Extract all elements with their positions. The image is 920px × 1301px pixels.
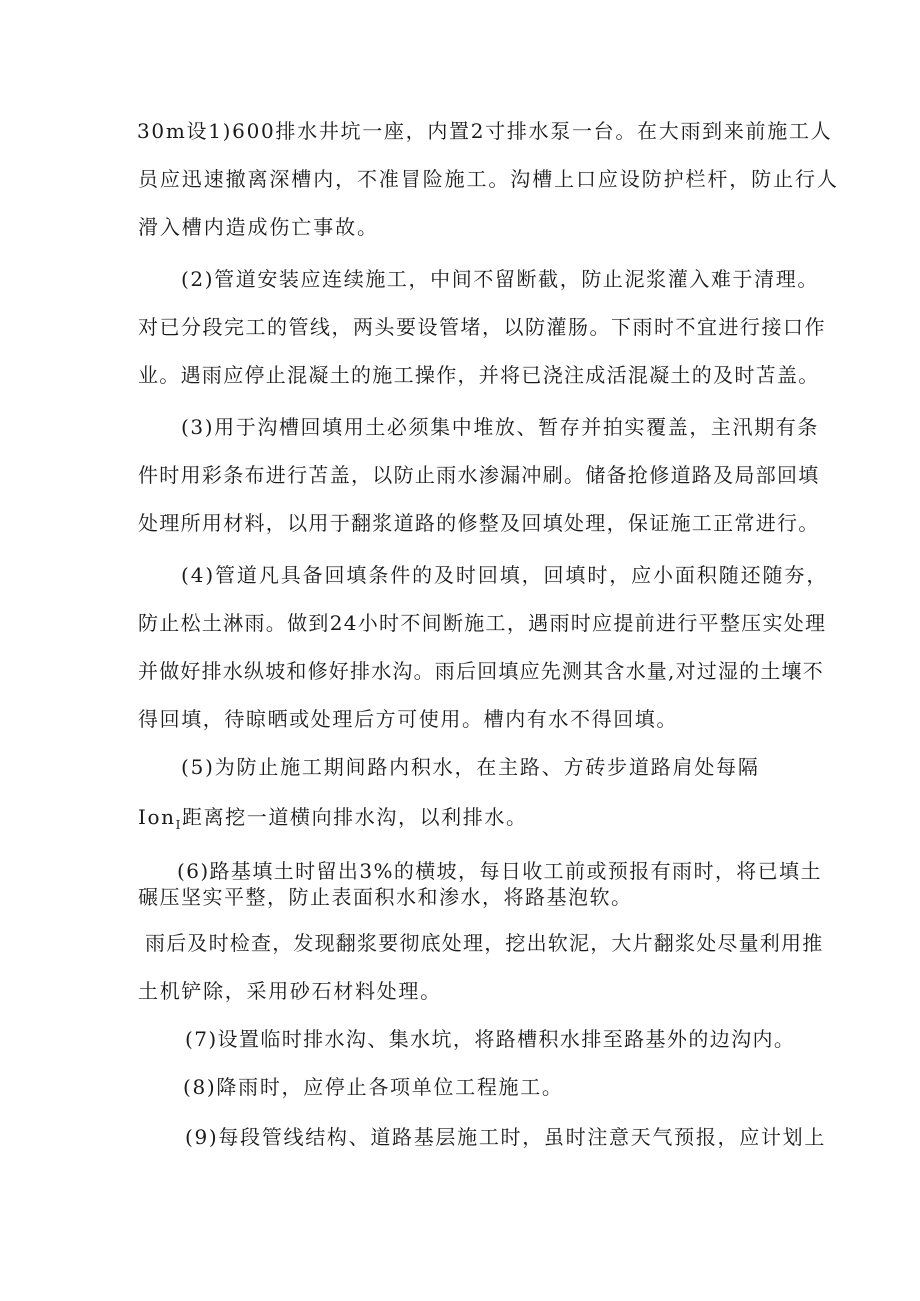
subscript-mark: I xyxy=(175,818,182,832)
text-line: 滑入槽内造成伤亡事故。 xyxy=(138,215,379,239)
text-line: 雨后及时检查，发现翻浆要彻底处理，挖出软泥，大片翻浆处尽量利用推 xyxy=(145,931,824,955)
text-line: (7)设置临时排水沟、集水坑，将路槽积水排至路基外的边沟内。 xyxy=(185,1027,796,1051)
text-line: Ion$_I$距离挖一道横向排水沟，以利排水。 xyxy=(138,805,528,832)
text-line: (6)路基填土时留出3%的横坡，每日收工前或预报有雨时，将已填土 xyxy=(177,859,822,883)
text-line: 员应迅速撤离深槽内，不准冒险施工。沟槽上口应设防护栏杆，防止行人 xyxy=(138,167,839,191)
text-line: (9)每段管线结构、道路基层施工时，虽时注意天气预报，应计划上 xyxy=(185,1125,827,1149)
text-line: 对已分段完工的管线，两头要设管堵，以防灌肠。下雨时不宜进行接口作 xyxy=(138,315,826,339)
text-line: (8)降雨时，应停止各项单位工程施工。 xyxy=(183,1075,564,1099)
text-line: 得回填，待晾晒或处理后方可使用。槽内有水不得回填。 xyxy=(138,707,678,731)
text-line: 碾压坚实平整，防止表面积水和渗水，将路基泡软。 xyxy=(138,885,633,909)
text-line: 土机铲除，采用砂石材料处理。 xyxy=(138,979,442,1003)
text-line: 30m设1)600排水井坑一座，内置2寸排水泵一台。在大雨到来前施工人 xyxy=(137,119,833,143)
text-line: (3)用于沟槽回填用土必须集中堆放、暂存并拍实覆盖，主汛期有条 xyxy=(181,415,819,439)
text-line: 业。遇雨应停止混凝土的施工操作，并将已浇注成活混凝土的及时苫盖。 xyxy=(138,363,820,387)
text-line: 处理所用材料，以用于翻浆道路的修整及回填处理，保证施工正常进行。 xyxy=(138,511,820,535)
text-line: (4)管道凡具备回填条件的及时回填，回填时，应小面积随还随夯， xyxy=(181,563,829,587)
text-line: (5)为防止施工期间路内积水，在主路、方砖步道路肩处每隔 xyxy=(181,755,760,779)
text-line: 并做好排水纵坡和修好排水沟。雨后回填应先测其含水量,对过湿的土壤不 xyxy=(138,659,824,683)
text-line: 件时用彩条布进行苫盖，以防止雨水渗漏冲刷。储备抢修道路及局部回填 xyxy=(138,463,820,487)
text-line: (2)管道安装应连续施工，中间不留断截，防止泥浆灌入难于清理。 xyxy=(181,267,819,291)
text-line: 防止松土淋雨。做到24小时不间断施工，遇雨时应提前进行平整压实处理 xyxy=(138,611,827,635)
